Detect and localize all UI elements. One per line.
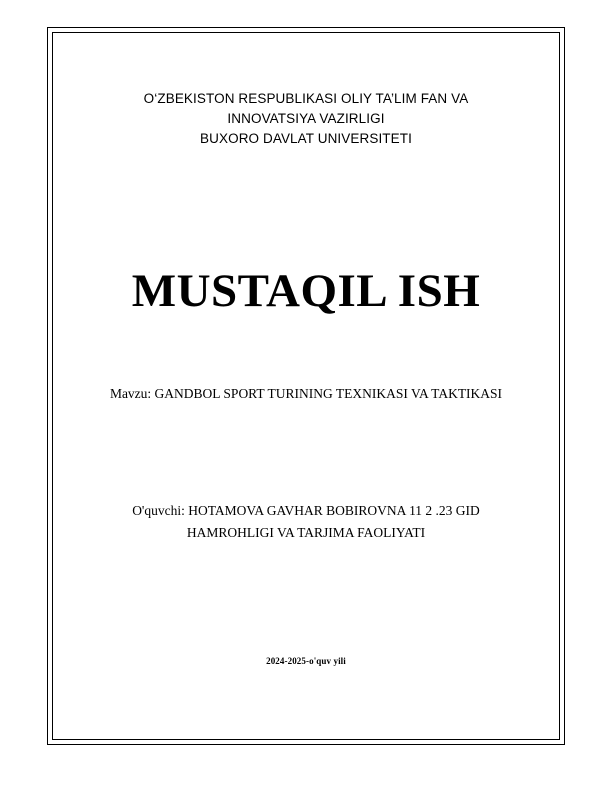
author-block xyxy=(62,500,550,545)
organization-line-1: O‘ZBEKISTON RESPUBLIKASI OLIY TA’LIM FAN VA xyxy=(143,91,469,106)
organization-line-3: BUXORO DAVLAT UNIVERSITETI xyxy=(200,130,412,146)
page-content xyxy=(62,42,550,730)
author-line-2: HAMROHLIGI VA TARJIMA FAOLIYATI xyxy=(186,524,426,540)
organization-heading xyxy=(62,89,550,149)
page-title: MUSTAQIL ISH xyxy=(131,264,481,317)
organization-line-2: INNOVATSIYA VAZIRLIGI xyxy=(227,110,385,126)
subject-line: Mavzu: GANDBOL SPORT TURINING TEXNIKASI VA TAKTIKASI xyxy=(109,386,503,402)
academic-year: 2024-2025-o'quv yili xyxy=(266,656,346,667)
author-line-1: O'quvchi: HOTAMOVA GAVHAR BOBIROVNA 11 2 .23 GID xyxy=(132,502,480,518)
